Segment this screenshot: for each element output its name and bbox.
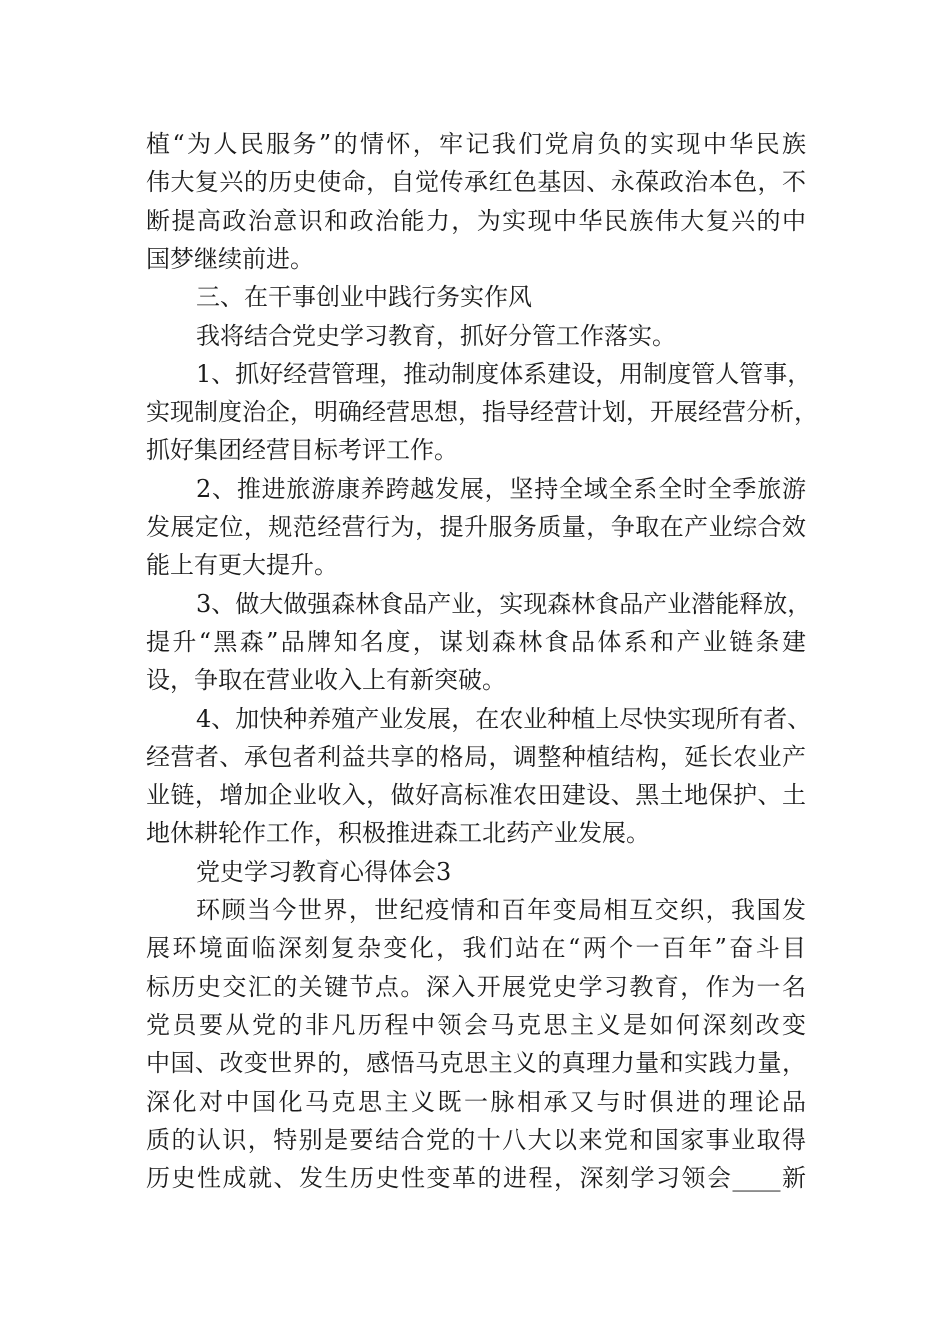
text-line: 环顾当今世界，世纪疫情和百年变局相互交织，我国发 [196, 896, 806, 924]
text-line: 提升“黑森”品牌知名度，谋划森林食品体系和产业链条建 [146, 627, 806, 656]
text-line: 断提高政治意识和政治能力，为实现中华民族伟大复兴的中 [146, 206, 806, 235]
text-line: 业链，增加企业收入，做好高标准农田建设、黑土地保护、土 [146, 781, 806, 810]
text-line: 地休耕轮作工作，积极推进森工北药产业发展。 [146, 819, 650, 848]
text-line: 伟大复兴的历史使命，自觉传承红色基因、永葆政治本色，不 [146, 168, 806, 197]
text-line: 2、推进旅游康养跨越发展，坚持全域全系全时全季旅游 [196, 474, 806, 503]
text-line: 1、抓好经营管理，推动制度体系建设，用制度管人管事， [196, 359, 812, 388]
text-line: 4、加快种养殖产业发展，在农业种植上尽快实现所有者、 [196, 704, 812, 733]
text-line: 历史性成就、发生历史性变革的进程，深刻学习领会____新 [146, 1164, 806, 1193]
text-line: 经营者、承包者利益共享的格局，调整种植结构，延长农业产 [146, 742, 806, 771]
text-line: 设，争取在营业收入上有新突破。 [146, 666, 506, 695]
text-line: 党员要从党的非凡历程中领会马克思主义是如何深刻改变 [146, 1010, 806, 1039]
text-line: 3、做大做强森林食品产业，实现森林食品产业潜能释放， [196, 589, 812, 618]
text-line: 抓好集团经营目标考评工作。 [146, 436, 458, 465]
text-line: 我将结合党史学习教育，抓好分管工作落实。 [196, 321, 676, 350]
text-line: 质的认识，特别是要结合党的十八大以来党和国家事业取得 [146, 1125, 806, 1154]
text-line: 展环境面临深刻复杂变化，我们站在“两个一百年”奋斗目 [146, 934, 806, 963]
text-line: 三、在干事创业中践行务实作风 [196, 283, 532, 312]
text-line: 标历史交汇的关键节点。深入开展党史学习教育，作为一名 [146, 972, 806, 1001]
text-line: 深化对中国化马克思主义既一脉相承又与时俱进的理论品 [146, 1087, 806, 1116]
text-line: 植“为人民服务”的情怀，牢记我们党肩负的实现中华民族 [146, 130, 806, 158]
text-line: 实现制度治企，明确经营思想，指导经营计划，开展经营分析， [146, 398, 818, 427]
text-line: 国梦继续前进。 [146, 244, 314, 273]
text-line: 发展定位，规范经营行为，提升服务质量，争取在产业综合效 [146, 513, 806, 541]
text-line: 能上有更大提升。 [146, 551, 338, 580]
text-line: 中国、改变世界的，感悟马克思主义的真理力量和实践力量， [146, 1049, 806, 1078]
text-line: 党史学习教育心得体会3 [196, 857, 452, 886]
